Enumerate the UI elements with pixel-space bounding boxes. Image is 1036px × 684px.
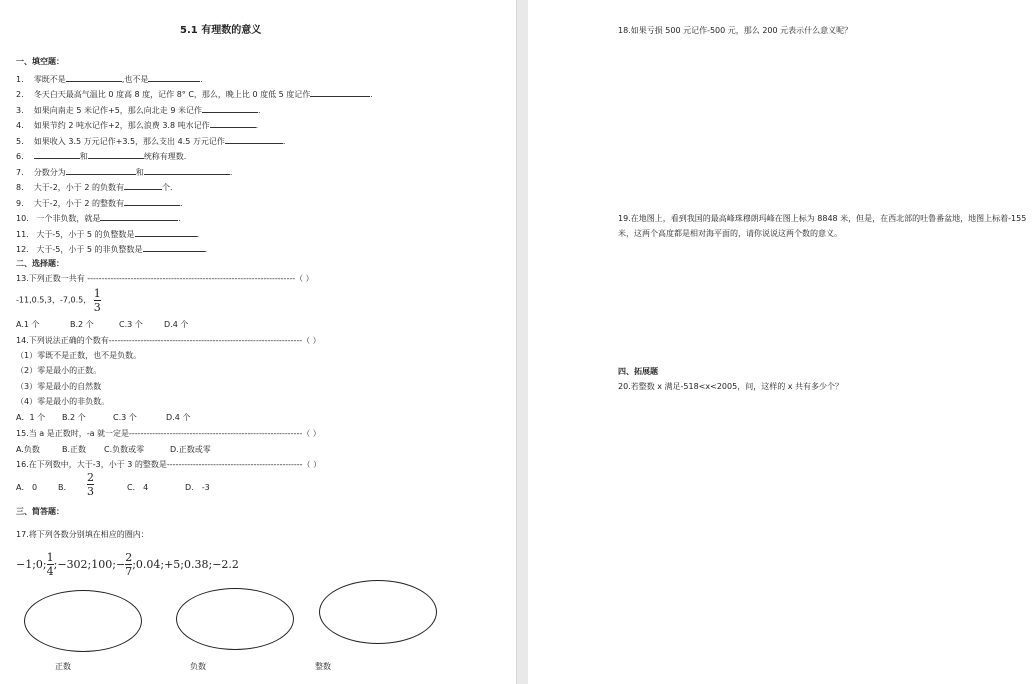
positive-label: 正数: [55, 662, 71, 671]
answer-blank[interactable]: [124, 197, 180, 206]
question-20: 20.若整数 x 满足-518<x<2005，问，这样的 x 共有多少个？: [618, 382, 844, 391]
fill-question-8: 8. 大于-2，小于 2 的负数有 个.: [16, 183, 173, 192]
option-b[interactable]: B.: [58, 483, 67, 492]
answer-blank[interactable]: [148, 73, 200, 82]
option-d[interactable]: D.正数或零: [170, 445, 211, 454]
option-a[interactable]: A．1 个: [16, 413, 46, 422]
left-page: [0, 0, 516, 684]
fill-question-11: 11. 大于-5，小于 5 的负整数是 .: [16, 230, 200, 239]
answer-blank[interactable]: [34, 150, 80, 159]
positive-number-circle[interactable]: [24, 590, 142, 652]
option-a[interactable]: A． 0: [16, 483, 38, 492]
fill-question-7: 7. 分数分为 和 .: [16, 168, 233, 177]
option-a[interactable]: A.1 个: [16, 320, 40, 329]
answer-blank[interactable]: [88, 150, 144, 159]
answer-blank[interactable]: [66, 73, 122, 82]
fill-question-4: 4. 如果节约 2 吨水记作+2，那么浪费 3.8 吨水记作 .: [16, 121, 259, 130]
fill-question-6: 6. 和 统称有理数.: [16, 152, 187, 161]
answer-blank[interactable]: [202, 104, 258, 113]
negative-label: 负数: [190, 662, 206, 671]
question-13-numbers: -11,0.5,3，-7,0.5， $\frac{1}{3}$: [16, 287, 101, 314]
question-14: 14.下列说法正确的个数有-------------------------------------------------------------------（ ）: [16, 336, 321, 345]
option-c[interactable]: C． 4: [127, 483, 149, 492]
answer-blank[interactable]: [135, 228, 197, 237]
answer-blank[interactable]: [124, 181, 162, 190]
question-14-item: （2）零是最小的正数。: [16, 366, 102, 375]
option-c[interactable]: C.3 个: [113, 413, 137, 422]
question-13: 13.下列正数一共有 ------------------------------------------------------------------------（ ）: [16, 274, 314, 283]
fill-question-2: 2. 冬天白天最高气温比 0 度高 8 度，记作 8° C，那么，晚上比 0 度低 5 度记作 .: [16, 90, 373, 99]
question-19: 19.在地图上，看到我国的最高峰珠穆朗玛峰在图上标为 8848 米，但是，在西北部的吐鲁番盆地，地图上标着-155 米，这两个高度都是相对海平面的，请你说说这两个数的意义。: [618, 214, 1027, 238]
option-b[interactable]: B.2 个: [70, 320, 94, 329]
fraction-one-quarter: $\frac{1}{4}$: [46, 551, 54, 578]
question-14-item: （1）零既不是正数，也不是负数。: [16, 351, 142, 360]
answer-blank[interactable]: [310, 88, 370, 97]
section-short-answer-heading: 三、简答题：: [16, 507, 64, 516]
fill-question-5: 5. 如果收入 3.5 万元记作+3.5，那么支出 4.5 万元记作 .: [16, 137, 286, 146]
answer-blank[interactable]: [225, 135, 283, 144]
option-c[interactable]: C.负数或零: [104, 445, 145, 454]
fill-question-3: 3. 如果向南走 5 米记作+5，那么向北走 9 米记作 .: [16, 106, 261, 115]
option-d[interactable]: D.4 个: [166, 413, 191, 422]
answer-blank[interactable]: [144, 166, 230, 175]
answer-blank[interactable]: [210, 119, 256, 128]
question-14-item: （4）零是最小的非负数。: [16, 397, 110, 406]
fraction-two-thirds: $\frac{2}{3}$: [87, 471, 94, 498]
section-extension-heading: 四、拓展题: [618, 367, 658, 376]
integer-circle[interactable]: [319, 580, 437, 644]
section-choice-heading: 二、选择题：: [16, 259, 64, 268]
option-d[interactable]: D.4 个: [164, 320, 189, 329]
question-17: 17.将下列各数分别填在相应的圈内：: [16, 530, 149, 539]
option-d[interactable]: D． -3: [185, 483, 210, 492]
fraction-two-sevenths: $\frac{2}{7}$: [125, 551, 133, 578]
fraction-one-third: $\frac{1}{3}$: [93, 287, 101, 314]
negative-number-circle[interactable]: [176, 588, 294, 650]
option-b[interactable]: B.2 个: [62, 413, 86, 422]
question-16: 16.在下列数中，大于-3，小于 3 的整数是-----------------------------------------------（ ）: [16, 460, 322, 469]
answer-blank[interactable]: [66, 166, 136, 175]
fill-question-12: 12. 大于-5，小于 5 的非负整数是 .: [16, 245, 208, 254]
fill-question-1: 1. 零既不是 ,也不是 .: [16, 75, 203, 84]
fill-question-10: 10. 一个非负数，就是 .: [16, 214, 181, 223]
question-17-numbers: −1;0; $\frac{1}{4}$ ;−302;100;− $\frac{2}{7}$ ;0.04;+5;0.38;−2.2: [16, 551, 239, 578]
integer-label: 整数: [315, 662, 331, 671]
section-fill-heading: 一、填空题：: [16, 57, 64, 66]
option-b[interactable]: B.正数: [62, 445, 87, 454]
right-page: [528, 0, 1036, 684]
option-c[interactable]: C.3 个: [119, 320, 143, 329]
answer-blank[interactable]: [100, 212, 178, 221]
question-15: 15.当 a 是正数时，-a 就一定是------------------------------------------------------------（ ）: [16, 429, 321, 438]
question-14-item: （3）零是最小的自然数: [16, 382, 102, 391]
option-a[interactable]: A.负数: [16, 445, 40, 454]
answer-blank[interactable]: [143, 243, 205, 252]
question-18: 18.如果亏损 500 元记作-500 元，那么 200 元表示什么意义呢？: [618, 26, 853, 35]
fill-question-9: 9. 大于-2，小于 2 的整数有 .: [16, 199, 183, 208]
page-title: 5.1 有理数的意义: [180, 25, 262, 36]
